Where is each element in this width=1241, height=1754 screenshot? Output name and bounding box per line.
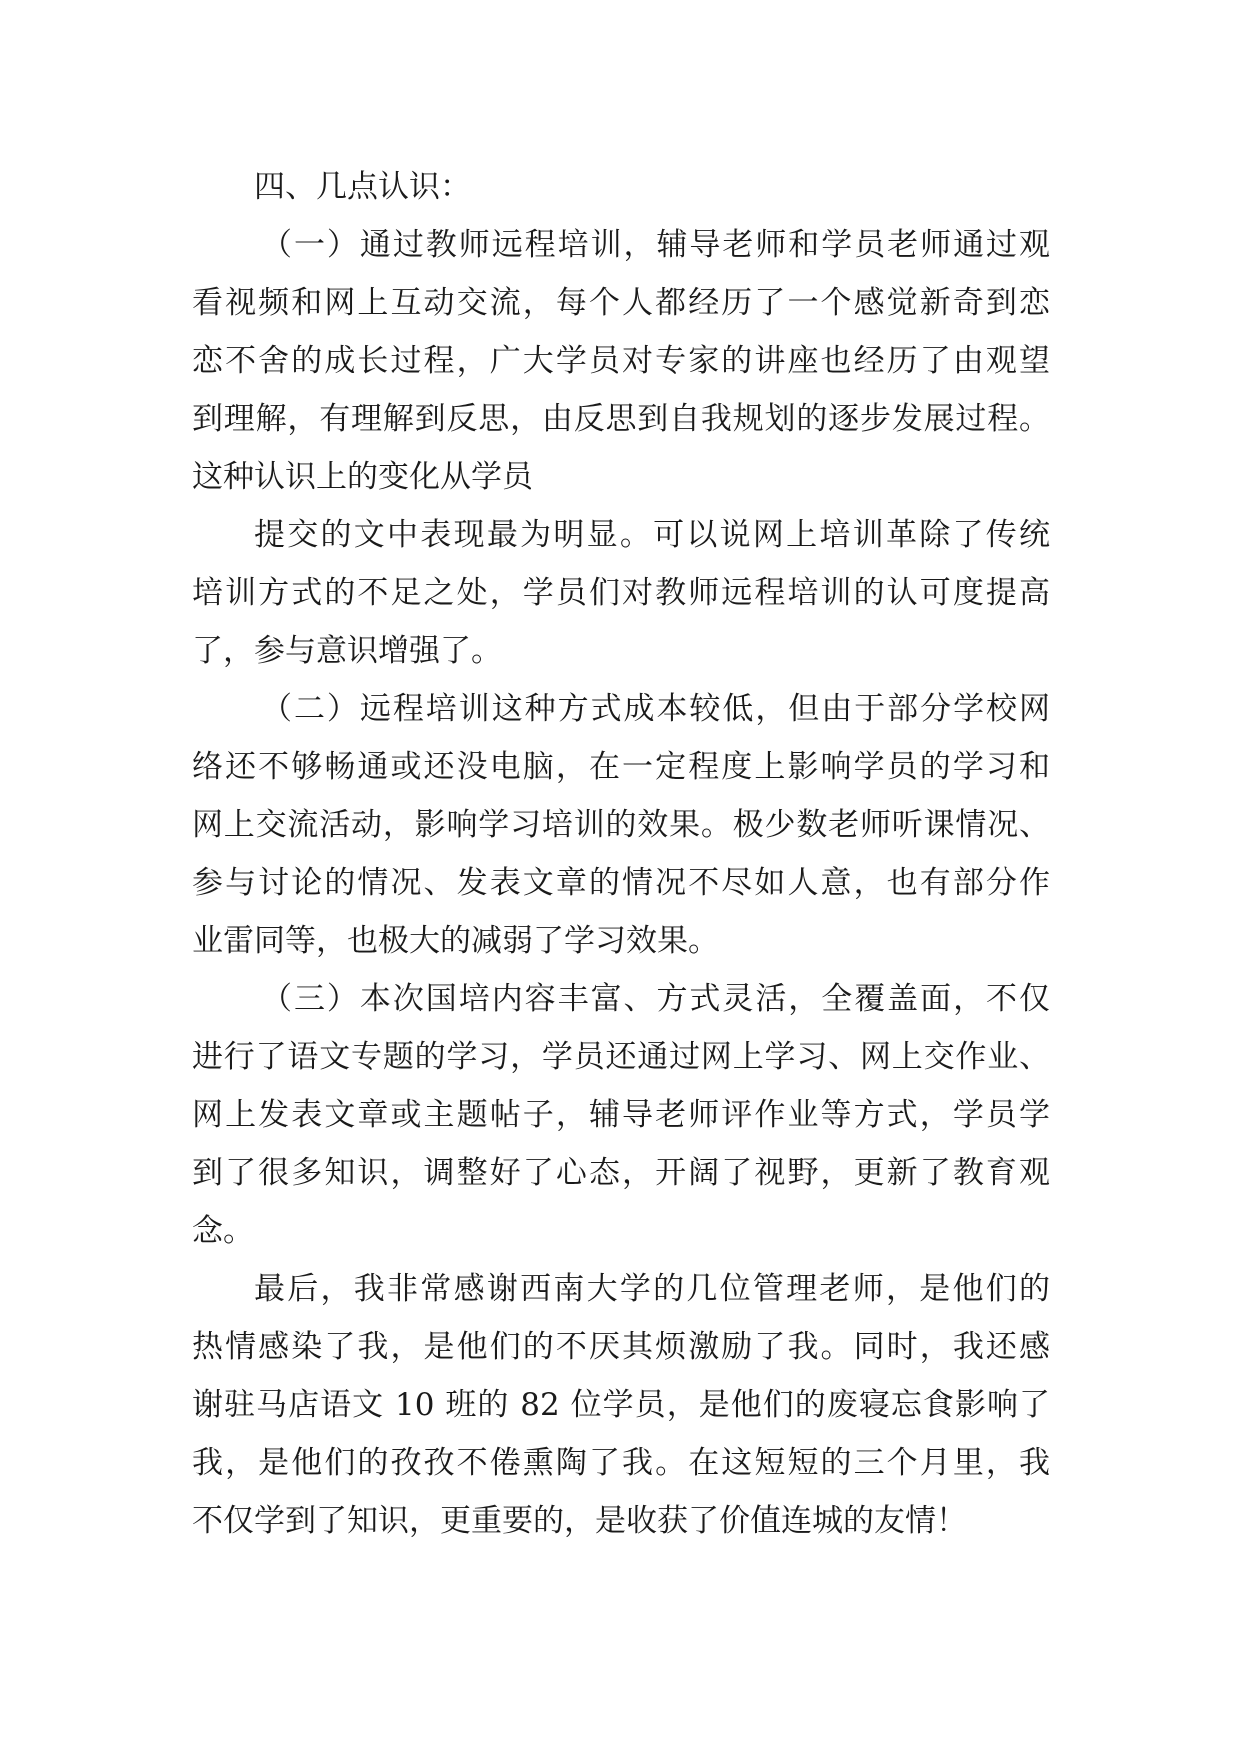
paragraph-line: 络还不够畅通或还没电脑，在一定程度上影响学员的学习和	[192, 749, 1050, 785]
paragraph-line: 进行了语文专题的学习，学员还通过网上学习、网上交作业、	[192, 1039, 1050, 1075]
paragraph-line: 热情感染了我，是他们的不厌其烦激励了我。同时，我还感	[192, 1329, 1050, 1365]
paragraph-line: 恋不舍的成长过程，广大学员对专家的讲座也经历了由观望	[192, 343, 1050, 379]
paragraph-line: （二）远程培训这种方式成本较低，但由于部分学校网	[261, 691, 1050, 727]
paragraph-line: 看视频和网上互动交流，每个人都经历了一个感觉新奇到恋	[192, 285, 1050, 321]
paragraph-line: 我，是他们的孜孜不倦熏陶了我。在这短短的三个月里，我	[192, 1445, 1050, 1481]
paragraph-line: （三）本次国培内容丰富、方式灵活，全覆盖面，不仅	[261, 981, 1050, 1017]
paragraph-line: 谢驻马店语文 10 班的 82 位学员，是他们的废寝忘食影响了	[192, 1387, 1050, 1423]
paragraph-line: 参与讨论的情况、发表文章的情况不尽如人意，也有部分作	[192, 865, 1050, 901]
paragraph-line: 培训方式的不足之处，学员们对教师远程培训的认可度提高	[192, 575, 1050, 611]
document-body	[192, 158, 1050, 1550]
paragraph-line: 到了很多知识，调整好了心态，开阔了视野，更新了教育观	[192, 1155, 1050, 1191]
paragraph-line: 网上交流活动，影响学习培训的效果。极少数老师听课情况、	[192, 807, 1050, 843]
paragraph-line: 到理解，有理解到反思，由反思到自我规划的逐步发展过程。	[192, 401, 1050, 437]
paragraph-line: 提交的文中表现最为明显。可以说网上培训革除了传统	[254, 517, 1050, 553]
section-heading: 四、几点认识：	[254, 169, 471, 205]
paragraph-line: 这种认识上的变化从学员	[192, 459, 533, 495]
paragraph-line: 最后，我非常感谢西南大学的几位管理老师，是他们的	[254, 1271, 1050, 1307]
paragraph-line: （一）通过教师远程培训，辅导老师和学员老师通过观	[261, 227, 1050, 263]
paragraph-line: 念。	[192, 1213, 254, 1249]
paragraph-line: 了，参与意识增强了。	[192, 633, 502, 669]
paragraph-line: 业雷同等，也极大的减弱了学习效果。	[192, 923, 719, 959]
paragraph-line: 不仅学到了知识，更重要的，是收获了价值连城的友情！	[192, 1503, 967, 1539]
paragraph-line: 网上发表文章或主题帖子，辅导老师评作业等方式，学员学	[192, 1097, 1050, 1133]
